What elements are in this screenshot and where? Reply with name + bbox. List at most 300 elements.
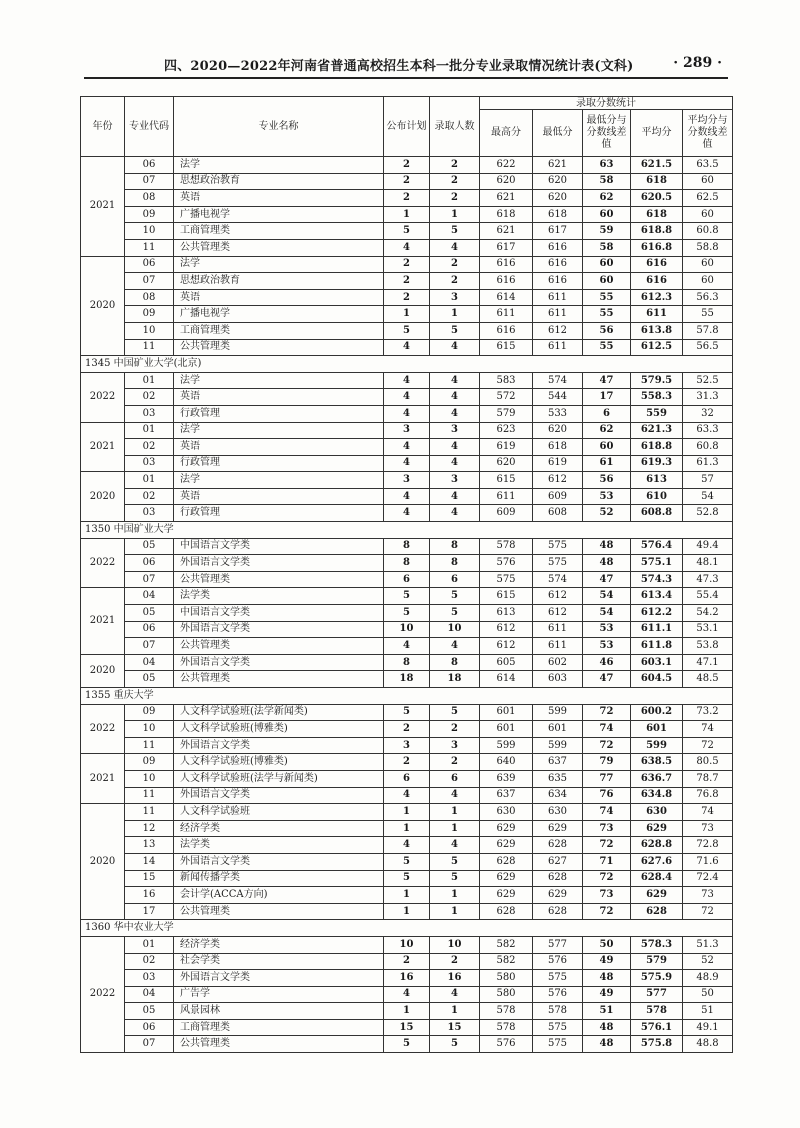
cell-low-diff: 73 — [583, 820, 631, 837]
cell-admitted: 2 — [430, 190, 480, 207]
cell-average: 608.8 — [631, 505, 683, 522]
cell-admitted: 5 — [430, 1036, 480, 1053]
col-highest: 最高分 — [480, 110, 533, 157]
cell-lowest: 575 — [533, 555, 583, 572]
cell-code: 04 — [125, 654, 174, 671]
cell-code: 07 — [125, 273, 174, 290]
cell-lowest: 611 — [533, 339, 583, 356]
cell-average: 618.8 — [631, 223, 683, 240]
cell-plan: 2 — [384, 273, 430, 290]
cell-avg-diff: 52.5 — [683, 372, 733, 389]
table-row — [81, 903, 733, 920]
cell-lowest: 609 — [533, 488, 583, 505]
cell-highest: 616 — [480, 322, 533, 339]
cell-lowest: 620 — [533, 190, 583, 207]
cell-highest: 629 — [480, 887, 533, 904]
cell-plan: 18 — [384, 671, 430, 688]
cell-code: 10 — [125, 322, 174, 339]
cell-plan: 5 — [384, 605, 430, 622]
cell-average: 619.3 — [631, 455, 683, 472]
cell-name: 人文科学试验班 — [174, 804, 384, 821]
cell-average: 616 — [631, 273, 683, 290]
cell-code: 11 — [125, 339, 174, 356]
cell-avg-diff: 60 — [683, 256, 733, 273]
cell-admitted: 4 — [430, 339, 480, 356]
cell-average: 576.1 — [631, 1019, 683, 1036]
table-row — [81, 820, 733, 837]
university-label: 1350 中国矿业大学 — [81, 522, 733, 539]
cell-lowest: 603 — [533, 671, 583, 688]
cell-admitted: 1 — [430, 1003, 480, 1020]
cell-lowest: 618 — [533, 206, 583, 223]
cell-highest: 615 — [480, 339, 533, 356]
cell-lowest: 629 — [533, 820, 583, 837]
cell-name: 风景园林 — [174, 1003, 384, 1020]
cell-average: 611 — [631, 306, 683, 323]
cell-average: 578.3 — [631, 936, 683, 953]
cell-code: 17 — [125, 903, 174, 920]
cell-code: 03 — [125, 405, 174, 422]
university-row — [81, 522, 733, 539]
cell-code: 01 — [125, 422, 174, 439]
cell-low-diff: 60 — [583, 273, 631, 290]
cell-plan: 4 — [384, 455, 430, 472]
cell-admitted: 4 — [430, 405, 480, 422]
cell-name: 中国语言文学类 — [174, 605, 384, 622]
cell-highest: 617 — [480, 239, 533, 256]
cell-avg-diff: 71.6 — [683, 853, 733, 870]
cell-plan: 2 — [384, 256, 430, 273]
cell-name: 法学 — [174, 157, 384, 174]
cell-lowest: 576 — [533, 953, 583, 970]
col-code: 专业代码 — [125, 97, 174, 157]
cell-admitted: 8 — [430, 654, 480, 671]
cell-lowest: 627 — [533, 853, 583, 870]
cell-lowest: 611 — [533, 638, 583, 655]
cell-low-diff: 79 — [583, 754, 631, 771]
cell-plan: 5 — [384, 1036, 430, 1053]
table-row — [81, 339, 733, 356]
cell-avg-diff: 56.3 — [683, 289, 733, 306]
table-row — [81, 1019, 733, 1036]
cell-name: 人文科学试验班(法学与新闻类) — [174, 770, 384, 787]
cell-name: 法学 — [174, 372, 384, 389]
cell-plan: 4 — [384, 638, 430, 655]
cell-average: 630 — [631, 804, 683, 821]
cell-plan: 8 — [384, 538, 430, 555]
cell-name: 思想政治教育 — [174, 273, 384, 290]
cell-code: 02 — [125, 488, 174, 505]
table-row — [81, 887, 733, 904]
cell-highest: 639 — [480, 770, 533, 787]
table-row — [81, 671, 733, 688]
cell-highest: 615 — [480, 588, 533, 605]
cell-average: 618 — [631, 206, 683, 223]
cell-average: 611.8 — [631, 638, 683, 655]
cell-admitted: 10 — [430, 621, 480, 638]
cell-low-diff: 72 — [583, 837, 631, 854]
cell-plan: 4 — [384, 372, 430, 389]
cell-plan: 2 — [384, 721, 430, 738]
cell-name: 外国语言文学类 — [174, 621, 384, 638]
cell-highest: 621 — [480, 190, 533, 207]
cell-name: 公共管理类 — [174, 903, 384, 920]
cell-admitted: 3 — [430, 737, 480, 754]
cell-highest: 609 — [480, 505, 533, 522]
cell-highest: 620 — [480, 173, 533, 190]
cell-year: 2020 — [81, 804, 125, 920]
cell-lowest: 611 — [533, 289, 583, 306]
table-row — [81, 239, 733, 256]
cell-name: 外国语言文学类 — [174, 555, 384, 572]
cell-name: 人文科学试验班(博雅类) — [174, 721, 384, 738]
table-row — [81, 754, 733, 771]
cell-plan: 6 — [384, 571, 430, 588]
cell-avg-diff: 61.3 — [683, 455, 733, 472]
cell-low-diff: 77 — [583, 770, 631, 787]
cell-name: 公共管理类 — [174, 638, 384, 655]
cell-name: 经济学类 — [174, 820, 384, 837]
cell-code: 07 — [125, 1036, 174, 1053]
cell-highest: 576 — [480, 1036, 533, 1053]
university-row — [81, 920, 733, 937]
cell-lowest: 601 — [533, 721, 583, 738]
cell-average: 613.8 — [631, 322, 683, 339]
cell-highest: 578 — [480, 538, 533, 555]
cell-plan: 1 — [384, 206, 430, 223]
cell-code: 06 — [125, 621, 174, 638]
cell-highest: 599 — [480, 737, 533, 754]
cell-plan: 2 — [384, 754, 430, 771]
cell-name: 工商管理类 — [174, 322, 384, 339]
cell-admitted: 1 — [430, 306, 480, 323]
table-row — [81, 555, 733, 572]
cell-lowest: 630 — [533, 804, 583, 821]
cell-low-diff: 48 — [583, 970, 631, 987]
cell-admitted: 10 — [430, 936, 480, 953]
cell-low-diff: 55 — [583, 339, 631, 356]
cell-low-diff: 62 — [583, 422, 631, 439]
cell-avg-diff: 63.5 — [683, 157, 733, 174]
cell-admitted: 8 — [430, 538, 480, 555]
cell-average: 627.6 — [631, 853, 683, 870]
cell-average: 599 — [631, 737, 683, 754]
cell-admitted: 6 — [430, 571, 480, 588]
table-row — [81, 306, 733, 323]
cell-highest: 622 — [480, 157, 533, 174]
cell-avg-diff: 58.8 — [683, 239, 733, 256]
cell-lowest: 635 — [533, 770, 583, 787]
cell-name: 行政管理 — [174, 405, 384, 422]
cell-admitted: 4 — [430, 439, 480, 456]
table-row — [81, 1036, 733, 1053]
cell-lowest: 634 — [533, 787, 583, 804]
col-plan: 公布计划 — [384, 97, 430, 157]
cell-year: 2020 — [81, 472, 125, 522]
cell-plan: 5 — [384, 870, 430, 887]
cell-admitted: 2 — [430, 953, 480, 970]
cell-code: 09 — [125, 306, 174, 323]
table-row — [81, 289, 733, 306]
cell-code: 06 — [125, 1019, 174, 1036]
cell-average: 574.3 — [631, 571, 683, 588]
cell-code: 03 — [125, 505, 174, 522]
cell-code: 14 — [125, 853, 174, 870]
cell-plan: 4 — [384, 986, 430, 1003]
cell-average: 621.5 — [631, 157, 683, 174]
cell-low-diff: 6 — [583, 405, 631, 422]
cell-lowest: 575 — [533, 1019, 583, 1036]
cell-plan: 6 — [384, 770, 430, 787]
cell-code: 06 — [125, 555, 174, 572]
cell-average: 600.2 — [631, 704, 683, 721]
cell-code: 06 — [125, 256, 174, 273]
cell-admitted: 3 — [430, 289, 480, 306]
cell-plan: 4 — [384, 488, 430, 505]
cell-code: 13 — [125, 837, 174, 854]
cell-highest: 623 — [480, 422, 533, 439]
table-row — [81, 621, 733, 638]
admission-table — [80, 96, 733, 1053]
col-name: 专业名称 — [174, 97, 384, 157]
cell-admitted: 5 — [430, 322, 480, 339]
table-row — [81, 588, 733, 605]
cell-lowest: 628 — [533, 870, 583, 887]
table-row — [81, 173, 733, 190]
cell-lowest: 602 — [533, 654, 583, 671]
cell-lowest: 575 — [533, 970, 583, 987]
cell-low-diff: 47 — [583, 671, 631, 688]
cell-admitted: 5 — [430, 223, 480, 240]
table-row — [81, 389, 733, 406]
cell-low-diff: 55 — [583, 289, 631, 306]
cell-lowest: 574 — [533, 571, 583, 588]
cell-low-diff: 49 — [583, 953, 631, 970]
cell-average: 575.9 — [631, 970, 683, 987]
cell-low-diff: 72 — [583, 903, 631, 920]
cell-name: 外国语言文学类 — [174, 853, 384, 870]
cell-avg-diff: 72.8 — [683, 837, 733, 854]
cell-admitted: 16 — [430, 970, 480, 987]
cell-admitted: 4 — [430, 837, 480, 854]
cell-name: 公共管理类 — [174, 1036, 384, 1053]
cell-code: 07 — [125, 173, 174, 190]
cell-code: 08 — [125, 289, 174, 306]
cell-low-diff: 54 — [583, 605, 631, 622]
cell-lowest: 620 — [533, 422, 583, 439]
university-label: 1360 华中农业大学 — [81, 920, 733, 937]
cell-name: 经济学类 — [174, 936, 384, 953]
cell-low-diff: 56 — [583, 472, 631, 489]
table-row — [81, 654, 733, 671]
cell-average: 575.1 — [631, 555, 683, 572]
cell-plan: 8 — [384, 555, 430, 572]
cell-name: 广告学 — [174, 986, 384, 1003]
cell-code: 10 — [125, 770, 174, 787]
cell-avg-diff: 55.4 — [683, 588, 733, 605]
cell-avg-diff: 56.5 — [683, 339, 733, 356]
table-row — [81, 770, 733, 787]
cell-average: 628.4 — [631, 870, 683, 887]
cell-name: 工商管理类 — [174, 223, 384, 240]
cell-avg-diff: 57.8 — [683, 322, 733, 339]
cell-lowest: 608 — [533, 505, 583, 522]
cell-lowest: 577 — [533, 936, 583, 953]
cell-plan: 4 — [384, 405, 430, 422]
cell-low-diff: 71 — [583, 853, 631, 870]
cell-average: 634.8 — [631, 787, 683, 804]
cell-code: 05 — [125, 671, 174, 688]
cell-lowest: 619 — [533, 455, 583, 472]
cell-avg-diff: 63.3 — [683, 422, 733, 439]
cell-name: 法学类 — [174, 588, 384, 605]
cell-plan: 5 — [384, 223, 430, 240]
cell-plan: 1 — [384, 1003, 430, 1020]
cell-name: 英语 — [174, 190, 384, 207]
cell-highest: 580 — [480, 986, 533, 1003]
cell-lowest: 612 — [533, 472, 583, 489]
cell-average: 578 — [631, 1003, 683, 1020]
cell-avg-diff: 53.8 — [683, 638, 733, 655]
cell-name: 行政管理 — [174, 455, 384, 472]
page-title: 四、2020—2022年河南省普通高校招生本科一批分专业录取情况统计表(文科) — [164, 59, 634, 74]
cell-code: 11 — [125, 787, 174, 804]
cell-admitted: 4 — [430, 455, 480, 472]
cell-code: 16 — [125, 887, 174, 904]
cell-highest: 578 — [480, 1019, 533, 1036]
cell-avg-diff: 50 — [683, 986, 733, 1003]
cell-lowest: 612 — [533, 588, 583, 605]
cell-admitted: 5 — [430, 588, 480, 605]
cell-admitted: 2 — [430, 721, 480, 738]
col-low-diff: 最低分与分数线差值 — [583, 110, 631, 157]
cell-lowest: 629 — [533, 887, 583, 904]
cell-avg-diff: 60 — [683, 206, 733, 223]
cell-highest: 637 — [480, 787, 533, 804]
cell-average: 616 — [631, 256, 683, 273]
cell-plan: 4 — [384, 787, 430, 804]
cell-lowest: 628 — [533, 903, 583, 920]
cell-plan: 1 — [384, 903, 430, 920]
cell-lowest: 599 — [533, 737, 583, 754]
cell-plan: 2 — [384, 157, 430, 174]
cell-plan: 3 — [384, 472, 430, 489]
cell-year: 2022 — [81, 372, 125, 422]
cell-code: 04 — [125, 986, 174, 1003]
cell-average: 604.5 — [631, 671, 683, 688]
cell-average: 618 — [631, 173, 683, 190]
cell-low-diff: 58 — [583, 239, 631, 256]
cell-code: 09 — [125, 704, 174, 721]
cell-plan: 1 — [384, 820, 430, 837]
cell-code: 11 — [125, 239, 174, 256]
cell-low-diff: 72 — [583, 737, 631, 754]
cell-average: 577 — [631, 986, 683, 1003]
cell-avg-diff: 48.1 — [683, 555, 733, 572]
table-row — [81, 936, 733, 953]
cell-plan: 5 — [384, 322, 430, 339]
cell-highest: 601 — [480, 704, 533, 721]
cell-code: 01 — [125, 936, 174, 953]
cell-average: 558.3 — [631, 389, 683, 406]
university-row — [81, 688, 733, 705]
cell-plan: 4 — [384, 339, 430, 356]
cell-code: 11 — [125, 737, 174, 754]
cell-name: 英语 — [174, 439, 384, 456]
cell-lowest: 574 — [533, 372, 583, 389]
page-number: · 289 · — [673, 55, 722, 71]
cell-highest: 614 — [480, 289, 533, 306]
cell-plan: 1 — [384, 306, 430, 323]
cell-avg-diff: 74 — [683, 721, 733, 738]
cell-low-diff: 60 — [583, 206, 631, 223]
cell-average: 579 — [631, 953, 683, 970]
cell-lowest: 575 — [533, 1036, 583, 1053]
cell-lowest: 621 — [533, 157, 583, 174]
col-admitted: 录取人数 — [430, 97, 480, 157]
cell-highest: 575 — [480, 571, 533, 588]
cell-highest: 583 — [480, 372, 533, 389]
cell-avg-diff: 62.5 — [683, 190, 733, 207]
university-label: 1355 重庆大学 — [81, 688, 733, 705]
table-row — [81, 472, 733, 489]
cell-name: 法学 — [174, 472, 384, 489]
cell-average: 612.5 — [631, 339, 683, 356]
cell-avg-diff: 52.8 — [683, 505, 733, 522]
table-row — [81, 322, 733, 339]
cell-low-diff: 51 — [583, 1003, 631, 1020]
cell-code: 10 — [125, 223, 174, 240]
cell-low-diff: 48 — [583, 1019, 631, 1036]
cell-low-diff: 50 — [583, 936, 631, 953]
cell-highest: 582 — [480, 953, 533, 970]
cell-avg-diff: 48.5 — [683, 671, 733, 688]
cell-lowest: 637 — [533, 754, 583, 771]
cell-average: 576.4 — [631, 538, 683, 555]
cell-avg-diff: 60.8 — [683, 439, 733, 456]
cell-average: 612.3 — [631, 289, 683, 306]
table-row — [81, 439, 733, 456]
cell-admitted: 2 — [430, 273, 480, 290]
cell-average: 621.3 — [631, 422, 683, 439]
cell-name: 行政管理 — [174, 505, 384, 522]
cell-avg-diff: 60.8 — [683, 223, 733, 240]
cell-highest: 628 — [480, 853, 533, 870]
cell-code: 12 — [125, 820, 174, 837]
cell-avg-diff: 74 — [683, 804, 733, 821]
cell-admitted: 4 — [430, 239, 480, 256]
cell-avg-diff: 72 — [683, 903, 733, 920]
table-row — [81, 190, 733, 207]
table-row — [81, 737, 733, 754]
cell-code: 03 — [125, 455, 174, 472]
cell-admitted: 3 — [430, 472, 480, 489]
cell-highest: 578 — [480, 1003, 533, 1020]
cell-highest: 619 — [480, 439, 533, 456]
cell-name: 法学类 — [174, 837, 384, 854]
cell-admitted: 4 — [430, 787, 480, 804]
cell-plan: 4 — [384, 439, 430, 456]
cell-low-diff: 53 — [583, 638, 631, 655]
cell-name: 公共管理类 — [174, 339, 384, 356]
cell-plan: 10 — [384, 936, 430, 953]
cell-low-diff: 17 — [583, 389, 631, 406]
cell-avg-diff: 60 — [683, 273, 733, 290]
cell-average: 611.1 — [631, 621, 683, 638]
cell-low-diff: 53 — [583, 488, 631, 505]
cell-avg-diff: 51 — [683, 1003, 733, 1020]
cell-average: 613 — [631, 472, 683, 489]
